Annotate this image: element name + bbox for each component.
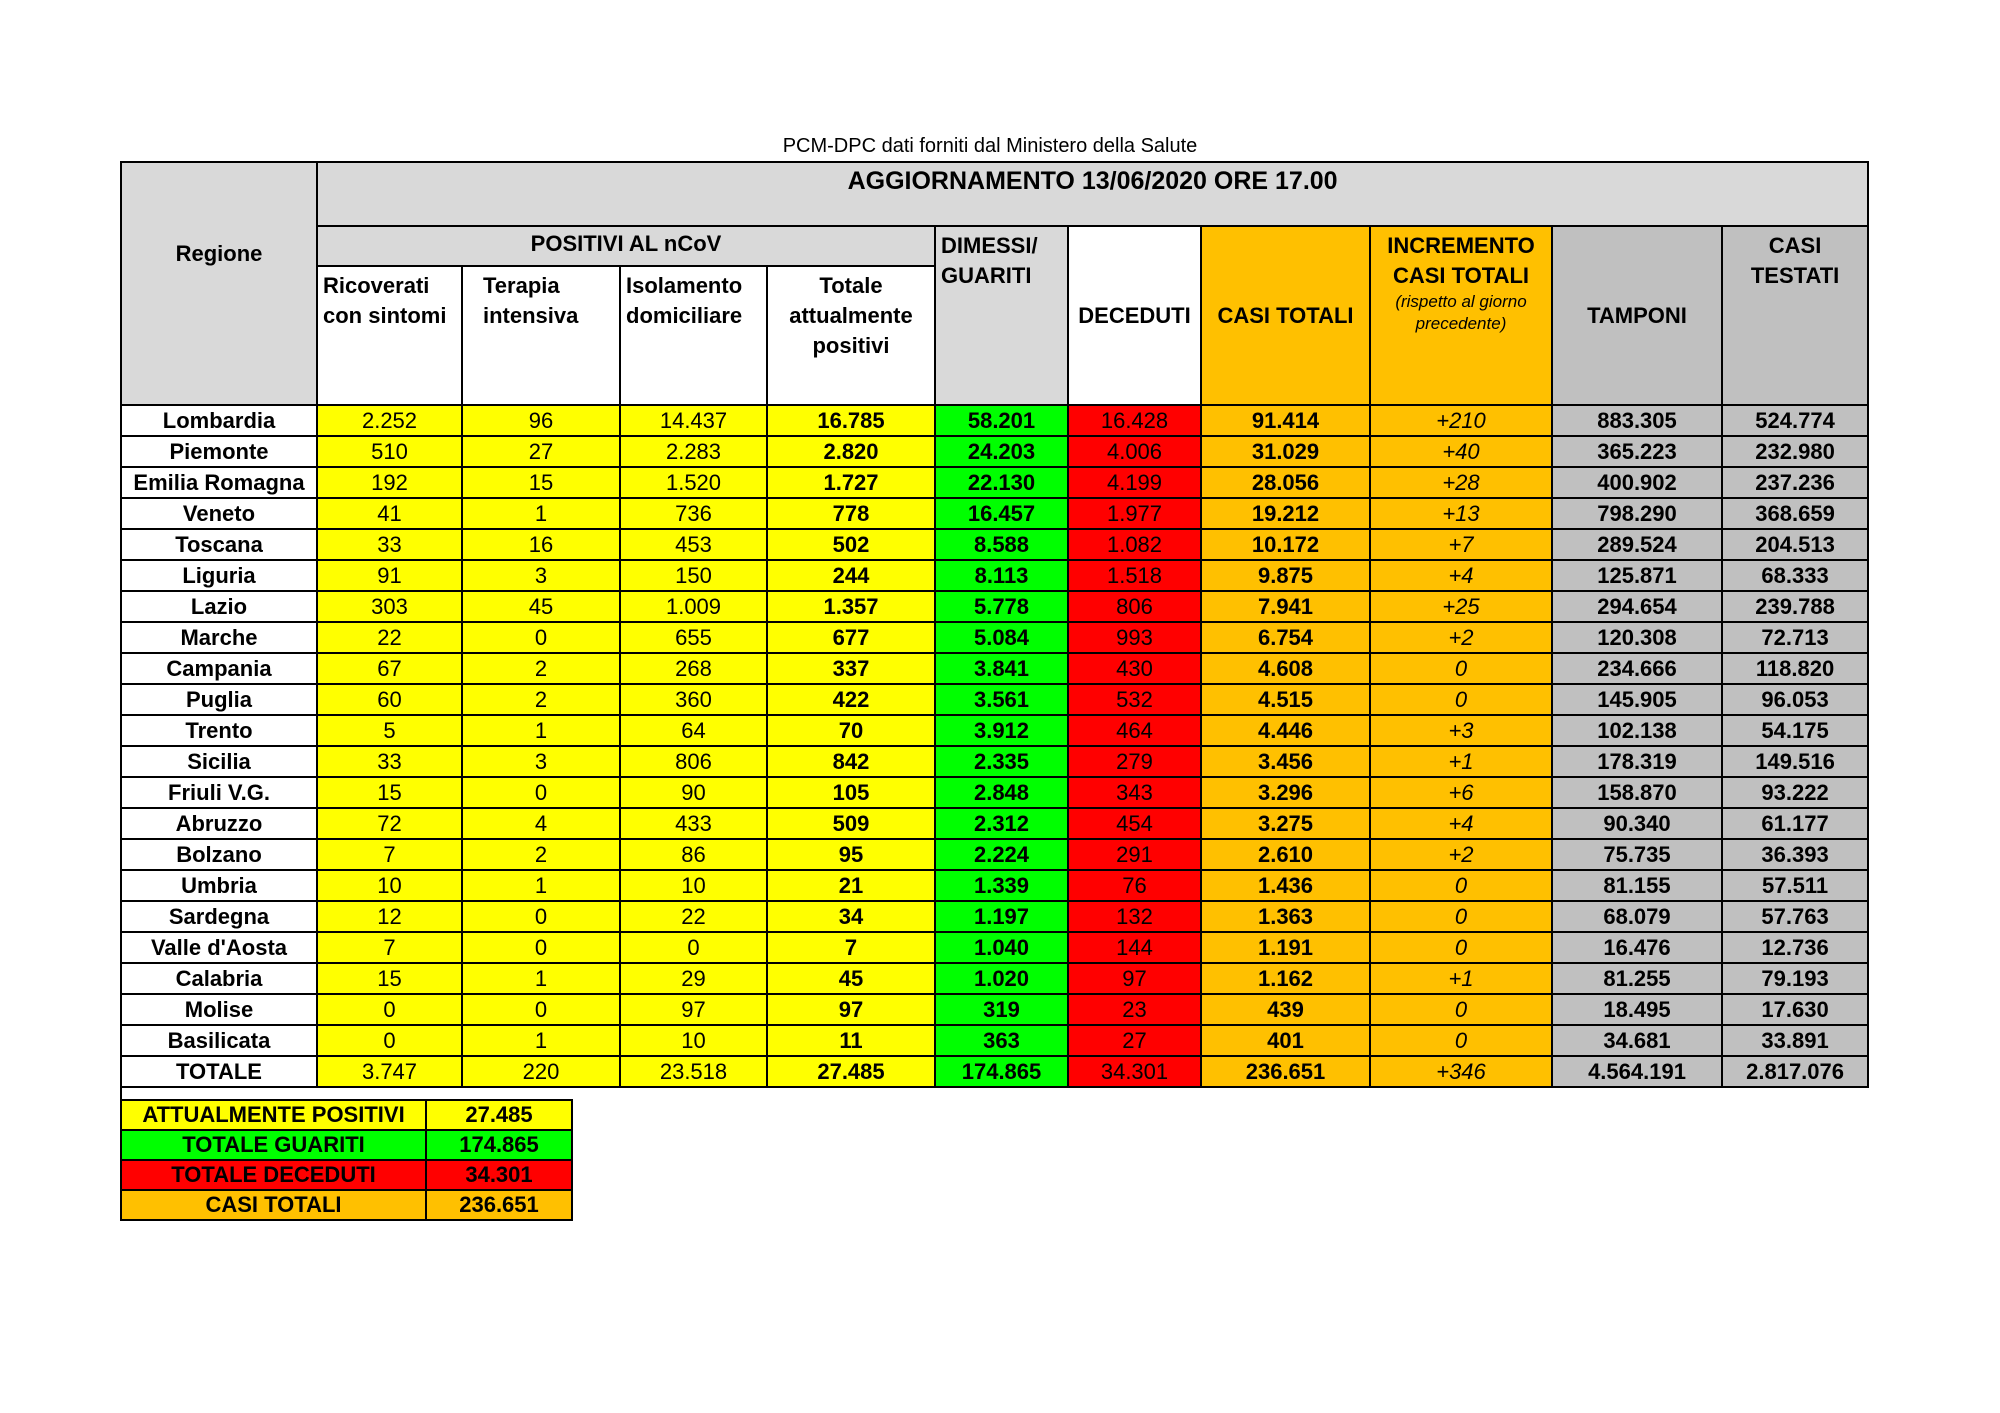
incremento-value: +210 — [1370, 405, 1552, 436]
dimessi-value: 174.865 — [935, 1056, 1068, 1087]
table-row — [121, 591, 1868, 622]
terapia-value: 1 — [462, 870, 620, 901]
header-regione: Regione — [121, 162, 317, 405]
deceduti-value: 144 — [1068, 932, 1201, 963]
isolamento-value: 10 — [620, 1025, 767, 1056]
totale-positivi-value: 21 — [767, 870, 935, 901]
region-name: Veneto — [121, 498, 317, 529]
casi-testati-value: 36.393 — [1722, 839, 1868, 870]
totale-positivi-value: 778 — [767, 498, 935, 529]
incremento-value: 0 — [1370, 1025, 1552, 1056]
ricoverati-value: 0 — [317, 994, 462, 1025]
casi-testati-value: 57.511 — [1722, 870, 1868, 901]
terapia-value: 0 — [462, 932, 620, 963]
table-row — [121, 808, 1868, 839]
totale-positivi-value: 509 — [767, 808, 935, 839]
casi-testati-value: 17.630 — [1722, 994, 1868, 1025]
totale-positivi-value: 502 — [767, 529, 935, 560]
table-row — [121, 622, 1868, 653]
summary-label: TOTALE GUARITI — [121, 1130, 426, 1160]
region-name: Lombardia — [121, 405, 317, 436]
tamponi-value: 883.305 — [1552, 405, 1722, 436]
terapia-value: 1 — [462, 1025, 620, 1056]
casi-testati-value: 239.788 — [1722, 591, 1868, 622]
casi-totali-value: 4.608 — [1201, 653, 1370, 684]
incremento-value: 0 — [1370, 901, 1552, 932]
region-name: Campania — [121, 653, 317, 684]
incremento-value: +7 — [1370, 529, 1552, 560]
summary-label: ATTUALMENTE POSITIVI — [121, 1100, 426, 1130]
tamponi-value: 158.870 — [1552, 777, 1722, 808]
dimessi-value: 5.778 — [935, 591, 1068, 622]
isolamento-value: 10 — [620, 870, 767, 901]
region-name: Liguria — [121, 560, 317, 591]
tamponi-value: 234.666 — [1552, 653, 1722, 684]
casi-totali-value: 401 — [1201, 1025, 1370, 1056]
isolamento-value: 433 — [620, 808, 767, 839]
terapia-value: 15 — [462, 467, 620, 498]
ricoverati-value: 72 — [317, 808, 462, 839]
table-row — [121, 684, 1868, 715]
tamponi-value: 289.524 — [1552, 529, 1722, 560]
region-name: Piemonte — [121, 436, 317, 467]
terapia-value: 0 — [462, 901, 620, 932]
tamponi-value: 365.223 — [1552, 436, 1722, 467]
isolamento-value: 0 — [620, 932, 767, 963]
header-dimessi: DIMESSI/ GUARITI — [935, 226, 1068, 405]
totale-positivi-value: 2.820 — [767, 436, 935, 467]
deceduti-value: 1.518 — [1068, 560, 1201, 591]
terapia-value: 2 — [462, 684, 620, 715]
region-name: Puglia — [121, 684, 317, 715]
casi-totali-value: 3.275 — [1201, 808, 1370, 839]
deceduti-value: 454 — [1068, 808, 1201, 839]
tamponi-value: 16.476 — [1552, 932, 1722, 963]
table-row — [121, 932, 1868, 963]
summary-value: 236.651 — [426, 1190, 572, 1220]
header-casi-totali: CASI TOTALI — [1201, 226, 1370, 405]
deceduti-value: 27 — [1068, 1025, 1201, 1056]
dimessi-value: 8.588 — [935, 529, 1068, 560]
casi-testati-value: 2.817.076 — [1722, 1056, 1868, 1087]
ricoverati-value: 67 — [317, 653, 462, 684]
dimessi-value: 16.457 — [935, 498, 1068, 529]
terapia-value: 0 — [462, 777, 620, 808]
dimessi-value: 3.561 — [935, 684, 1068, 715]
ricoverati-value: 33 — [317, 746, 462, 777]
ricoverati-value: 22 — [317, 622, 462, 653]
ricoverati-value: 5 — [317, 715, 462, 746]
terapia-value: 0 — [462, 622, 620, 653]
dimessi-value: 363 — [935, 1025, 1068, 1056]
summary-value: 27.485 — [426, 1100, 572, 1130]
incremento-value: 0 — [1370, 684, 1552, 715]
isolamento-value: 806 — [620, 746, 767, 777]
ricoverati-value: 15 — [317, 963, 462, 994]
header-casi-testati: CASI TESTATI — [1722, 226, 1868, 405]
casi-testati-value: 72.713 — [1722, 622, 1868, 653]
incremento-value: +25 — [1370, 591, 1552, 622]
tamponi-value: 34.681 — [1552, 1025, 1722, 1056]
totale-positivi-value: 11 — [767, 1025, 935, 1056]
deceduti-value: 430 — [1068, 653, 1201, 684]
table-row — [121, 994, 1868, 1025]
ricoverati-value: 10 — [317, 870, 462, 901]
ricoverati-value: 33 — [317, 529, 462, 560]
summary-totale-guariti — [121, 1130, 572, 1160]
tamponi-value: 178.319 — [1552, 746, 1722, 777]
table-row — [121, 901, 1868, 932]
table-row — [121, 715, 1868, 746]
totale-positivi-value: 422 — [767, 684, 935, 715]
totale-positivi-value: 105 — [767, 777, 935, 808]
table-row — [121, 1025, 1868, 1056]
casi-testati-value: 12.736 — [1722, 932, 1868, 963]
deceduti-value: 806 — [1068, 591, 1201, 622]
deceduti-value: 76 — [1068, 870, 1201, 901]
incremento-value: +3 — [1370, 715, 1552, 746]
tamponi-value: 75.735 — [1552, 839, 1722, 870]
ricoverati-value: 60 — [317, 684, 462, 715]
casi-totali-value: 6.754 — [1201, 622, 1370, 653]
isolamento-value: 23.518 — [620, 1056, 767, 1087]
dimessi-value: 1.197 — [935, 901, 1068, 932]
casi-totali-value: 7.941 — [1201, 591, 1370, 622]
header-deceduti: DECEDUTI — [1068, 226, 1201, 405]
summary-label: TOTALE DECEDUTI — [121, 1160, 426, 1190]
table-row — [121, 777, 1868, 808]
tamponi-value: 798.290 — [1552, 498, 1722, 529]
header-ricoverati: Ricoverati con sintomi — [317, 266, 462, 405]
region-name: Sardegna — [121, 901, 317, 932]
casi-testati-value: 57.763 — [1722, 901, 1868, 932]
tamponi-value: 145.905 — [1552, 684, 1722, 715]
totale-positivi-value: 244 — [767, 560, 935, 591]
dimessi-value: 3.841 — [935, 653, 1068, 684]
casi-testati-value: 237.236 — [1722, 467, 1868, 498]
totale-positivi-value: 16.785 — [767, 405, 935, 436]
deceduti-value: 16.428 — [1068, 405, 1201, 436]
incremento-value: +4 — [1370, 560, 1552, 591]
totale-positivi-value: 1.727 — [767, 467, 935, 498]
region-name: Lazio — [121, 591, 317, 622]
terapia-value: 45 — [462, 591, 620, 622]
deceduti-value: 97 — [1068, 963, 1201, 994]
casi-testati-value: 96.053 — [1722, 684, 1868, 715]
deceduti-value: 34.301 — [1068, 1056, 1201, 1087]
casi-testati-value: 204.513 — [1722, 529, 1868, 560]
incremento-value: +28 — [1370, 467, 1552, 498]
ricoverati-value: 510 — [317, 436, 462, 467]
tamponi-value: 125.871 — [1552, 560, 1722, 591]
casi-testati-value: 524.774 — [1722, 405, 1868, 436]
tamponi-value: 294.654 — [1552, 591, 1722, 622]
dimessi-value: 8.113 — [935, 560, 1068, 591]
casi-totali-value: 3.296 — [1201, 777, 1370, 808]
region-name: Toscana — [121, 529, 317, 560]
region-name: Bolzano — [121, 839, 317, 870]
tamponi-value: 400.902 — [1552, 467, 1722, 498]
casi-testati-value: 149.516 — [1722, 746, 1868, 777]
casi-totali-value: 3.456 — [1201, 746, 1370, 777]
casi-totali-value: 28.056 — [1201, 467, 1370, 498]
incremento-value: +2 — [1370, 622, 1552, 653]
region-name: Valle d'Aosta — [121, 932, 317, 963]
isolamento-value: 655 — [620, 622, 767, 653]
isolamento-value: 360 — [620, 684, 767, 715]
casi-totali-value: 1.363 — [1201, 901, 1370, 932]
table-row — [121, 963, 1868, 994]
casi-totali-value: 439 — [1201, 994, 1370, 1025]
casi-testati-value: 54.175 — [1722, 715, 1868, 746]
table-row — [121, 498, 1868, 529]
isolamento-value: 1.009 — [620, 591, 767, 622]
region-name: Trento — [121, 715, 317, 746]
isolamento-value: 268 — [620, 653, 767, 684]
region-name: Umbria — [121, 870, 317, 901]
terapia-value: 3 — [462, 560, 620, 591]
casi-totali-value: 19.212 — [1201, 498, 1370, 529]
casi-totali-value: 9.875 — [1201, 560, 1370, 591]
casi-testati-value: 93.222 — [1722, 777, 1868, 808]
table-row — [121, 653, 1868, 684]
source-caption: PCM-DPC dati forniti dal Ministero della Salute — [782, 135, 1198, 157]
incremento-value: 0 — [1370, 994, 1552, 1025]
totale-positivi-value: 34 — [767, 901, 935, 932]
totale-positivi-value: 677 — [767, 622, 935, 653]
ricoverati-value: 192 — [317, 467, 462, 498]
region-name: Emilia Romagna — [121, 467, 317, 498]
totale-positivi-value: 97 — [767, 994, 935, 1025]
dimessi-value: 2.312 — [935, 808, 1068, 839]
incremento-value: +13 — [1370, 498, 1552, 529]
totale-positivi-value: 95 — [767, 839, 935, 870]
casi-totali-value: 4.515 — [1201, 684, 1370, 715]
ricoverati-value: 3.747 — [317, 1056, 462, 1087]
isolamento-value: 150 — [620, 560, 767, 591]
header-terapia: Terapia intensiva — [462, 266, 620, 405]
summary-value: 34.301 — [426, 1160, 572, 1190]
table-row — [121, 870, 1868, 901]
incremento-value: +40 — [1370, 436, 1552, 467]
header-tamponi: TAMPONI — [1552, 226, 1722, 405]
casi-totali-value: 91.414 — [1201, 405, 1370, 436]
dimessi-value: 1.020 — [935, 963, 1068, 994]
ricoverati-value: 7 — [317, 932, 462, 963]
casi-totali-value: 1.191 — [1201, 932, 1370, 963]
incremento-value: 0 — [1370, 653, 1552, 684]
region-name: Basilicata — [121, 1025, 317, 1056]
incremento-value: +346 — [1370, 1056, 1552, 1087]
deceduti-value: 464 — [1068, 715, 1201, 746]
totale-positivi-value: 7 — [767, 932, 935, 963]
casi-testati-value: 368.659 — [1722, 498, 1868, 529]
region-name: Marche — [121, 622, 317, 653]
isolamento-value: 22 — [620, 901, 767, 932]
terapia-value: 27 — [462, 436, 620, 467]
regional-data-table — [120, 161, 1869, 1117]
isolamento-value: 29 — [620, 963, 767, 994]
header-isolamento: Isolamento domiciliare — [620, 266, 767, 405]
incremento-value: 0 — [1370, 932, 1552, 963]
totale-positivi-value: 45 — [767, 963, 935, 994]
totale-positivi-value: 842 — [767, 746, 935, 777]
summary-totale-deceduti — [121, 1160, 572, 1190]
casi-totali-value: 4.446 — [1201, 715, 1370, 746]
deceduti-value: 1.082 — [1068, 529, 1201, 560]
region-name: Sicilia — [121, 746, 317, 777]
casi-totali-value: 2.610 — [1201, 839, 1370, 870]
ricoverati-value: 12 — [317, 901, 462, 932]
tamponi-value: 102.138 — [1552, 715, 1722, 746]
summary-table — [120, 1099, 573, 1221]
incremento-value: +2 — [1370, 839, 1552, 870]
terapia-value: 220 — [462, 1056, 620, 1087]
ricoverati-value: 0 — [317, 1025, 462, 1056]
summary-attualmente-positivi — [121, 1100, 572, 1130]
terapia-value: 4 — [462, 808, 620, 839]
tamponi-value: 81.255 — [1552, 963, 1722, 994]
deceduti-value: 1.977 — [1068, 498, 1201, 529]
terapia-value: 96 — [462, 405, 620, 436]
region-name: Abruzzo — [121, 808, 317, 839]
isolamento-value: 90 — [620, 777, 767, 808]
dimessi-value: 2.848 — [935, 777, 1068, 808]
dimessi-value: 22.130 — [935, 467, 1068, 498]
totale-positivi-value: 70 — [767, 715, 935, 746]
incremento-value: +1 — [1370, 963, 1552, 994]
ricoverati-value: 2.252 — [317, 405, 462, 436]
deceduti-value: 291 — [1068, 839, 1201, 870]
table-row — [121, 436, 1868, 467]
totale-positivi-value: 337 — [767, 653, 935, 684]
incremento-value: +1 — [1370, 746, 1552, 777]
dimessi-value: 1.040 — [935, 932, 1068, 963]
terapia-value: 1 — [462, 498, 620, 529]
dimessi-value: 58.201 — [935, 405, 1068, 436]
header-totale-positivi: Totale attualmente positivi — [767, 266, 935, 405]
casi-totali-value: 10.172 — [1201, 529, 1370, 560]
header-positivi-group: POSITIVI AL nCoV — [317, 226, 935, 266]
totals-row — [121, 1056, 1868, 1087]
tamponi-value: 18.495 — [1552, 994, 1722, 1025]
terapia-value: 2 — [462, 839, 620, 870]
dimessi-value: 24.203 — [935, 436, 1068, 467]
tamponi-value: 81.155 — [1552, 870, 1722, 901]
deceduti-value: 132 — [1068, 901, 1201, 932]
casi-testati-value: 61.177 — [1722, 808, 1868, 839]
ricoverati-value: 41 — [317, 498, 462, 529]
incremento-value: 0 — [1370, 870, 1552, 901]
isolamento-value: 14.437 — [620, 405, 767, 436]
isolamento-value: 736 — [620, 498, 767, 529]
summary-value: 174.865 — [426, 1130, 572, 1160]
casi-totali-value: 31.029 — [1201, 436, 1370, 467]
casi-totali-value: 236.651 — [1201, 1056, 1370, 1087]
isolamento-value: 97 — [620, 994, 767, 1025]
terapia-value: 2 — [462, 653, 620, 684]
dimessi-value: 1.339 — [935, 870, 1068, 901]
ricoverati-value: 303 — [317, 591, 462, 622]
ricoverati-value: 7 — [317, 839, 462, 870]
incremento-value: +4 — [1370, 808, 1552, 839]
isolamento-value: 2.283 — [620, 436, 767, 467]
table-row — [121, 560, 1868, 591]
table-row — [121, 839, 1868, 870]
terapia-value: 0 — [462, 994, 620, 1025]
isolamento-value: 453 — [620, 529, 767, 560]
region-name: Calabria — [121, 963, 317, 994]
deceduti-value: 4.199 — [1068, 467, 1201, 498]
terapia-value: 16 — [462, 529, 620, 560]
ricoverati-value: 15 — [317, 777, 462, 808]
deceduti-value: 23 — [1068, 994, 1201, 1025]
terapia-value: 1 — [462, 963, 620, 994]
casi-testati-value: 118.820 — [1722, 653, 1868, 684]
incremento-value: +6 — [1370, 777, 1552, 808]
page-title: AGGIORNAMENTO 13/06/2020 ORE 17.00 — [317, 162, 1868, 226]
casi-testati-value: 79.193 — [1722, 963, 1868, 994]
header-incremento: INCREMENTO CASI TOTALI (rispetto al giorno precedente) — [1370, 226, 1552, 405]
deceduti-value: 343 — [1068, 777, 1201, 808]
totale-positivi-value: 1.357 — [767, 591, 935, 622]
tamponi-value: 68.079 — [1552, 901, 1722, 932]
dimessi-value: 3.912 — [935, 715, 1068, 746]
totale-positivi-value: 27.485 — [767, 1056, 935, 1087]
deceduti-value: 532 — [1068, 684, 1201, 715]
table-row — [121, 405, 1868, 436]
dimessi-value: 2.224 — [935, 839, 1068, 870]
tamponi-value: 90.340 — [1552, 808, 1722, 839]
table-row — [121, 529, 1868, 560]
ricoverati-value: 91 — [317, 560, 462, 591]
casi-testati-value: 68.333 — [1722, 560, 1868, 591]
isolamento-value: 86 — [620, 839, 767, 870]
summary-label: CASI TOTALI — [121, 1190, 426, 1220]
tamponi-value: 4.564.191 — [1552, 1056, 1722, 1087]
table-row — [121, 467, 1868, 498]
deceduti-value: 4.006 — [1068, 436, 1201, 467]
deceduti-value: 279 — [1068, 746, 1201, 777]
casi-totali-value: 1.436 — [1201, 870, 1370, 901]
tamponi-value: 120.308 — [1552, 622, 1722, 653]
casi-totali-value: 1.162 — [1201, 963, 1370, 994]
deceduti-value: 993 — [1068, 622, 1201, 653]
terapia-value: 3 — [462, 746, 620, 777]
region-name: Molise — [121, 994, 317, 1025]
casi-testati-value: 232.980 — [1722, 436, 1868, 467]
region-name: Friuli V.G. — [121, 777, 317, 808]
dimessi-value: 2.335 — [935, 746, 1068, 777]
region-name: TOTALE — [121, 1056, 317, 1087]
isolamento-value: 1.520 — [620, 467, 767, 498]
isolamento-value: 64 — [620, 715, 767, 746]
summary-casi-totali — [121, 1190, 572, 1220]
dimessi-value: 319 — [935, 994, 1068, 1025]
terapia-value: 1 — [462, 715, 620, 746]
casi-testati-value: 33.891 — [1722, 1025, 1868, 1056]
table-row — [121, 746, 1868, 777]
dimessi-value: 5.084 — [935, 622, 1068, 653]
